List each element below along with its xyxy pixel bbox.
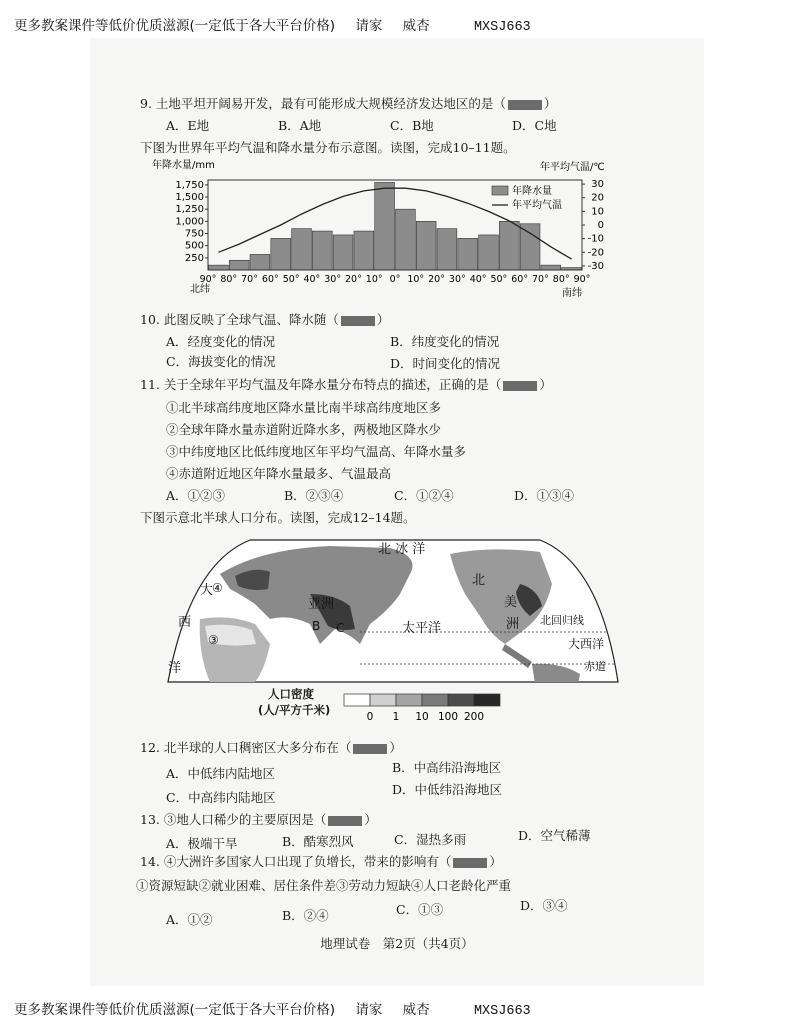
- q10-option-d: D．时间变化的情况: [390, 356, 501, 371]
- x-tick-label: 90°: [573, 274, 591, 285]
- legend-label-precip: 年降水量: [512, 186, 552, 197]
- x-tick-label: 80°: [552, 274, 570, 285]
- legend-tick-label: 0: [366, 711, 374, 723]
- q14-option-d: D．③④: [520, 898, 568, 913]
- y2-tick-label: -30: [587, 260, 604, 272]
- y2-tick-label: 30: [591, 179, 604, 191]
- x-tick-label: 30°: [324, 274, 342, 285]
- precip-bar: [229, 260, 249, 270]
- q13-option-b: B．酷寒烈风: [282, 834, 354, 849]
- label-atlantic: 大西洋: [568, 637, 605, 651]
- x-tick-label: 70°: [241, 274, 258, 285]
- y2-tick-label: 20: [591, 192, 604, 204]
- q13-option-d: D．空气稀薄: [518, 828, 591, 843]
- precip-bar: [396, 209, 416, 270]
- x-tick-label: 50°: [282, 274, 300, 285]
- precip-bar: [250, 254, 270, 270]
- q11-statement-1: ①北半球高纬度地区降水量比南半球高纬度地区多: [166, 400, 442, 415]
- y-tick-label: 1,250: [175, 204, 204, 216]
- q11-statement-3: ③中纬度地区比低纬度地区年平均气温高、年降水量多: [166, 444, 467, 459]
- legend-color-swatch: [422, 694, 448, 706]
- q14-option-b: B．②④: [282, 908, 329, 923]
- label-b: B: [312, 619, 321, 633]
- q11-option-a: A．①②③: [166, 488, 226, 503]
- x-tick-label: 10°: [365, 274, 383, 285]
- label-three: ③: [208, 633, 219, 647]
- y-tick-label: 1,500: [175, 192, 204, 204]
- banner-code: MXSJ663: [473, 20, 531, 35]
- banner-text: 更多教案课件等低价优质滋源(一定低于各大平台价格): [14, 18, 336, 34]
- answer-blank: [328, 816, 362, 826]
- label-c: C: [336, 621, 345, 635]
- y-tick-label: 1,000: [175, 216, 204, 228]
- q12-option-c: C．中高纬内陆地区: [166, 790, 276, 805]
- q14-stem: 14. ④大洲许多国家人口出现了负增长，带来的影响有（ ）: [140, 854, 502, 869]
- y-tick-label: 500: [184, 240, 204, 252]
- legend-title: 人口密度: [268, 687, 314, 701]
- x-tick-label: 50°: [490, 274, 508, 285]
- bottom-banner: [14, 998, 531, 1019]
- q12-stem: 12. 北半球的人口稠密区大多分布在（ ）: [140, 740, 402, 755]
- density-legend: [340, 692, 510, 724]
- precip-bar: [312, 231, 332, 270]
- precip-bar: [333, 235, 353, 270]
- precip-bar: [292, 229, 312, 270]
- q13-option-a: A．极端干旱: [166, 836, 238, 851]
- legend-color-swatch: [474, 694, 500, 706]
- x-tick-label: 20°: [345, 274, 362, 285]
- intro-12-14: 下图示意北半球人口分布。读图，完成12–14题。: [140, 510, 416, 525]
- label-zhou: 洲: [506, 617, 520, 632]
- y2-axis-label: 年平均气温/℃: [540, 162, 605, 173]
- page-footer: 地理试卷 第2页（共4页）: [320, 936, 474, 951]
- legend-swatch-precip: [492, 186, 508, 195]
- q12-option-d: D．中低纬沿海地区: [392, 782, 503, 797]
- y-tick-label: 750: [184, 228, 204, 240]
- q11-statement-2: ②全球年降水量赤道附近降水多，两极地区降水少: [166, 422, 442, 437]
- legend-tick-label: 100: [437, 711, 459, 723]
- q10-option-c: C．海拔变化的情况: [166, 354, 276, 369]
- label-west: 西: [178, 615, 192, 630]
- legend-tick-label: 1: [392, 711, 400, 723]
- precip-bar: [416, 221, 436, 270]
- x-tick-label: 90°: [199, 274, 217, 285]
- top-banner: [14, 14, 531, 35]
- x-tick-label: 80°: [220, 274, 238, 285]
- label-pacific: 太平洋: [402, 621, 442, 636]
- x-tick-label: 70°: [532, 274, 549, 285]
- legend-color-swatch: [344, 694, 370, 706]
- label-four: ④: [212, 581, 223, 595]
- q11-option-c: C．①②④: [394, 488, 454, 503]
- legend-color-swatch: [396, 694, 422, 706]
- q13-option-c: C．湿热多雨: [394, 832, 467, 847]
- banner-contact-1: 请家: [355, 18, 383, 34]
- precip-bar: [541, 265, 561, 270]
- temp-precip-chart: [150, 158, 610, 298]
- label-north: 北: [472, 573, 486, 588]
- x-tick-label: 40°: [469, 274, 487, 285]
- precip-bar: [499, 221, 519, 270]
- y2-tick-label: -10: [587, 233, 604, 245]
- label-tropic: 北回归线: [540, 614, 584, 627]
- q14-option-a: A．①②: [166, 912, 213, 927]
- q13-stem: 13. ③地人口稀少的主要原因是（ ）: [140, 812, 377, 827]
- y-tick-label: 1,750: [175, 179, 204, 191]
- x-tick-label: 60°: [511, 274, 529, 285]
- precip-bar: [520, 224, 540, 270]
- q14-statement: ①资源短缺②就业困难、居住条件差③劳动力短缺④人口老龄化严重: [136, 878, 512, 893]
- label-america: 美: [504, 595, 518, 610]
- label-big: 大: [200, 583, 214, 598]
- intro-10-11: 下图为世界年平均气温和降水量分布示意图。读图，完成10–11题。: [140, 140, 516, 155]
- precip-bar: [271, 238, 291, 270]
- answer-blank: [503, 381, 537, 391]
- legend-unit: (人/平方千米): [258, 703, 331, 717]
- legend-label-temp: 年平均气温: [512, 200, 562, 211]
- banner-text: 更多教案课件等低价优质滋源(一定低于各大平台价格): [14, 1002, 336, 1018]
- x-label-north: 北纬: [190, 284, 210, 295]
- q11-option-d: D．①③④: [514, 488, 575, 503]
- label-arctic-ocean: 北 冰 洋: [378, 542, 426, 557]
- q11-stem: 11. 关于全球年平均气温及年降水量分布特点的描述，正确的是（ ）: [140, 377, 552, 392]
- x-tick-label: 10°: [407, 274, 425, 285]
- precip-bar: [458, 238, 478, 270]
- precip-bar: [354, 231, 374, 270]
- q12-option-a: A．中低纬内陆地区: [166, 766, 276, 781]
- chart-legend: [492, 184, 562, 211]
- q9-option-a: A．E地: [166, 118, 210, 133]
- label-asia: 亚洲: [308, 597, 335, 612]
- precip-bar: [209, 265, 229, 270]
- q11-statement-4: ④赤道附近地区年降水量最多、气温最高: [166, 466, 392, 481]
- label-equator: 赤道: [584, 660, 606, 673]
- q9-stem: 9. 土地平坦开阔易开发，最有可能形成大规模经济发达地区的是（ ）: [140, 96, 557, 111]
- x-tick-label: 20°: [428, 274, 445, 285]
- q10-stem: 10. 此图反映了全球气温、降水随（ ）: [140, 312, 390, 327]
- y-axis-label: 年降水量/mm: [152, 160, 215, 171]
- y2-tick-label: 0: [597, 220, 604, 231]
- q11-option-b: B．②③④: [284, 488, 344, 503]
- answer-blank: [353, 744, 387, 754]
- legend-tick-label: 200: [463, 711, 485, 723]
- y2-tick-label: 10: [591, 206, 604, 218]
- x-label-south: 南纬: [562, 288, 582, 298]
- q10-option-b: B．纬度变化的情况: [390, 334, 500, 349]
- label-ocean: 洋: [168, 661, 182, 676]
- precip-bar: [479, 235, 499, 270]
- precip-bar: [437, 229, 457, 270]
- q14-option-c: C．①③: [396, 902, 444, 917]
- q9-option-d: D．C地: [512, 118, 557, 133]
- population-map: [160, 534, 620, 684]
- x-tick-label: 30°: [448, 274, 466, 285]
- q12-option-b: B．中高纬沿海地区: [392, 760, 502, 775]
- precip-bar: [375, 182, 395, 270]
- banner-contact-2: 威杏: [402, 1002, 430, 1018]
- banner-code: MXSJ663: [473, 1004, 531, 1019]
- q10-option-a: A．经度变化的情况: [166, 334, 276, 349]
- x-tick-label: 40°: [303, 274, 321, 285]
- y-tick-label: 250: [184, 252, 204, 264]
- banner-contact-1: 请家: [355, 1002, 383, 1018]
- x-tick-label: 60°: [261, 274, 279, 285]
- x-tick-label: 0°: [389, 274, 401, 285]
- answer-blank: [508, 100, 542, 110]
- answer-blank: [453, 858, 487, 868]
- q9-option-c: C．B地: [390, 118, 434, 133]
- banner-contact-2: 威杏: [402, 18, 430, 34]
- legend-tick-label: 10: [415, 711, 429, 723]
- answer-blank: [341, 316, 375, 326]
- y2-tick-label: -20: [587, 247, 604, 259]
- q9-option-b: B．A地: [278, 118, 322, 133]
- legend-color-swatch: [448, 694, 474, 706]
- legend-color-swatch: [370, 694, 396, 706]
